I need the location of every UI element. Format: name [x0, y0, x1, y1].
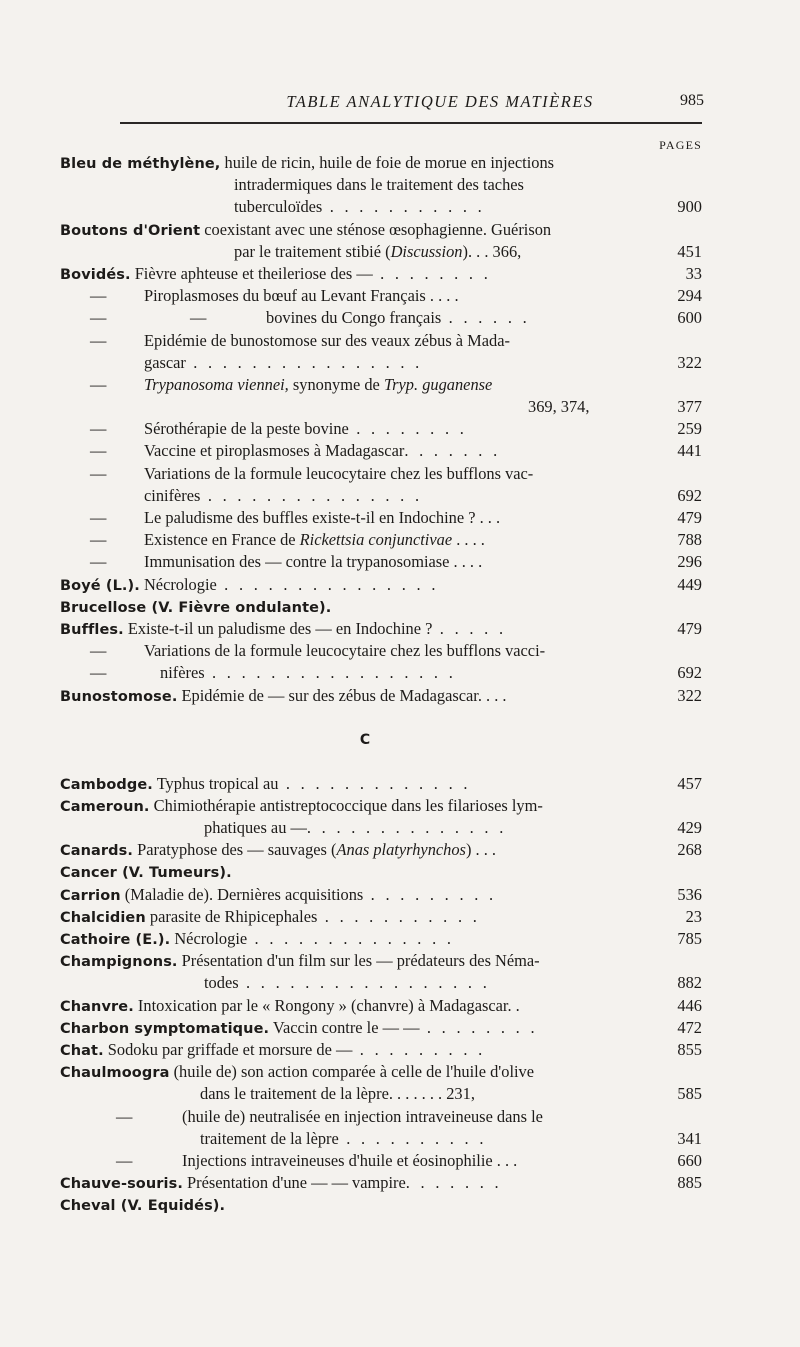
index-entry-line: Canards. Paratyphose des — sauvages (Anas platyrhynchos) . . . 268	[60, 839, 710, 861]
running-title: TABLE ANALYTIQUE DES MATIÈRES	[286, 92, 594, 111]
index-entry-line: — Existence en France de Rickettsia conjunctivae . . . . 788	[60, 529, 710, 551]
index-entry-line: — Vaccine et piroplasmoses à Madagascar. . . . . . . 441	[60, 440, 710, 462]
index-entry-line: — Piroplasmoses du bœuf au Levant Français . . . . 294	[60, 285, 710, 307]
page-ref: 692	[677, 663, 702, 683]
index-entry-line: — Epidémie de bunostomose sur des veaux zébus à Mada-	[90, 330, 510, 350]
index-entry-line: dans le traitement de la lèpre. . . . . . . 231, 585	[60, 1083, 710, 1105]
index-entry-line: traitement de la lèpre . . . . . . . . . . 341	[60, 1128, 710, 1150]
page-ref: 322	[677, 685, 702, 705]
page-ref: 429	[677, 818, 702, 838]
index-entry-line: Boutons d'Orient coexistant avec une sténose œsophagienne. Guérison	[60, 219, 552, 239]
page-ref: 585	[677, 1084, 702, 1104]
pages-column-label: PAGES	[659, 138, 702, 152]
index-entry-line: gascar . . . . . . . . . . . . . . . . 322	[60, 352, 710, 374]
page-ref: 882	[677, 973, 702, 993]
index-entry-line: tuberculoïdes . . . . . . . . . . . 900	[60, 196, 710, 218]
page-ref: 322	[677, 352, 702, 372]
entry-headword: Chalcidien	[60, 909, 146, 926]
entry-headword: Champignons.	[60, 954, 178, 971]
index-entry-line: cinifères . . . . . . . . . . . . . . . 692	[60, 485, 710, 507]
index-entry-line: intradermiques dans le traitement des taches	[234, 175, 524, 195]
entry-headword: Bleu de méthylène,	[60, 156, 221, 172]
entry-headword: Cathoire (E.).	[60, 932, 171, 948]
index-entry-line: 369, 374, 377	[60, 396, 710, 418]
index-entry-line: — Immunisation des — contre la trypanosomiase . . . . 296	[60, 551, 710, 573]
page-ref: 600	[677, 308, 702, 328]
index-entries	[60, 152, 710, 1216]
index-entry-line: Bleu de méthylène, huile de ricin, huile de foie de morue en injections	[60, 153, 555, 172]
index-entry-line: Chat. Sodoku par griffade et morsure de — . . . . . . . . . 855	[60, 1039, 710, 1061]
entry-headword: Bovidés.	[60, 266, 131, 283]
page-ref: 341	[677, 1128, 702, 1148]
entry-headword: Cancer (V. Tumeurs).	[60, 865, 232, 882]
index-entry-line: — (huile de) neutralisée en injection intraveineuse dans le	[116, 1106, 543, 1126]
index-entry-line: — Variations de la formule leucocytaire chez les bufflons vac-	[90, 463, 534, 483]
header-rule	[120, 122, 702, 124]
page-ref: 33	[685, 263, 702, 283]
index-entry-line	[60, 596, 710, 618]
page-ref: 785	[677, 929, 702, 948]
index-entry-line: Chaulmoogra (huile de) son action comparée à celle de l'huile d'olive	[60, 1062, 535, 1082]
page-ref: 377	[677, 397, 702, 417]
entry-headword: Bunostomose.	[60, 688, 178, 705]
page-ref: 660	[677, 1150, 702, 1170]
entry-headword: Boyé (L.).	[60, 577, 140, 594]
page-ref: 449	[677, 574, 702, 594]
index-entry-line: Champignons. Présentation d'un film sur les — prédateurs des Néma-	[60, 951, 540, 971]
index-entry-line: — nifères . . . . . . . . . . . . . . . . . 692	[60, 662, 710, 684]
entry-headword: Chanvre.	[60, 998, 134, 1015]
index-entry-line: phatiques au —. . . . . . . . . . . . . . 429	[60, 817, 710, 839]
index-entry-line	[60, 861, 710, 883]
page-ref: 23	[685, 906, 702, 926]
page-ref: 900	[677, 197, 702, 217]
index-entry-line: Bovidés. Fièvre aphteuse et theileriose des — . . . . . . . . 33	[60, 263, 710, 285]
index-entry-line: Chanvre. Intoxication par le « Rongony » (chanvre) à Madagascar. . 446	[60, 995, 710, 1017]
index-entry-line: Cathoire (E.). Nécrologie . . . . . . . . . . . . . . 785	[60, 928, 710, 950]
index-entry-line: — — bovines du Congo français . . . . . . 600	[60, 307, 710, 329]
entry-headword: Canards.	[60, 843, 134, 860]
index-entry-line: Cameroun. Chimiothérapie antistreptococcique dans les filarioses lym-	[60, 795, 543, 815]
entry-headword: Buffles.	[60, 621, 124, 638]
page-ref: 457	[677, 773, 702, 793]
page-ref: 885	[677, 1173, 702, 1193]
index-entry-line: — Variations de la formule leucocytaire chez les bufflons vacci-	[90, 641, 546, 661]
page-ref: 441	[677, 441, 702, 461]
index-entry-line: Charbon symptomatique. Vaccin contre le — — . . . . . . . . 472	[60, 1017, 710, 1039]
index-entry-line: par le traitement stibié (Discussion). . . 366, 451	[60, 241, 710, 263]
entry-headword: Chat.	[60, 1042, 104, 1059]
index-entry-line: Carrion (Maladie de). Dernières acquisitions . . . . . . . . . 536	[60, 884, 710, 906]
index-entry-line: Cambodge. Typhus tropical au . . . . . . . . . . . . . 457	[60, 773, 710, 795]
page-ref: 479	[677, 508, 702, 527]
page-ref: 296	[677, 552, 702, 572]
index-entry-line: Bunostomose. Epidémie de — sur des zébus de Madagascar. . . . 322	[60, 685, 710, 707]
index-entry-line: — Le paludisme des buffles existe-t-il en Indochine ? . . . 479	[60, 507, 710, 529]
index-entry-line: Chalcidien parasite de Rhipicephales . . . . . . . . . . . 23	[60, 906, 710, 928]
index-entry-line: — Injections intraveineuses d'huile et éosinophilie . . . 660	[60, 1150, 710, 1172]
index-entry-line: todes . . . . . . . . . . . . . . . . . 882	[60, 972, 710, 994]
index-entry-line: Boyé (L.). Nécrologie . . . . . . . . . . . . . . . 449	[60, 574, 710, 596]
page-ref: 855	[677, 1039, 702, 1059]
page-ref: 259	[677, 419, 702, 439]
index-entry-line	[60, 1194, 710, 1216]
entry-headword: Chaulmoogra	[60, 1065, 170, 1082]
entry-headword: Charbon symptomatique.	[60, 1020, 270, 1037]
entry-headword: Chauve-souris.	[60, 1176, 183, 1193]
index-entry-line: — Trypanosoma viennei, synonyme de Tryp. guganense	[90, 374, 493, 394]
page-ref: 479	[677, 618, 702, 638]
index-entry-line: Buffles. Existe-t-il un paludisme des — en Indochine ? . . . . . 479	[60, 618, 710, 640]
entry-headword: Cambodge.	[60, 776, 153, 793]
page-ref: 294	[677, 286, 702, 306]
index-entry-line: Chauve-souris. Présentation d'une — — vampire. . . . . . . 885	[60, 1172, 710, 1194]
page-ref: 536	[677, 884, 702, 904]
entry-headword: Brucellose (V. Fièvre ondulante).	[60, 599, 332, 616]
entry-headword: Cheval (V. Equidés).	[60, 1198, 226, 1215]
entry-headword: Boutons d'Orient	[60, 222, 201, 239]
page-ref: 788	[677, 530, 702, 550]
entry-headword: Carrion	[60, 887, 121, 904]
page-ref: 446	[677, 995, 702, 1015]
page-ref: 451	[677, 241, 702, 261]
running-head	[60, 92, 700, 112]
page-ref: 268	[677, 840, 702, 860]
section-letter: C	[359, 731, 371, 748]
entry-headword: Cameroun.	[60, 798, 150, 815]
index-entry-line: — Sérothérapie de la peste bovine . . . . . . . . 259	[60, 418, 710, 440]
page-number: 985	[680, 92, 704, 109]
page-ref: 692	[677, 485, 702, 505]
page-ref: 472	[677, 1017, 702, 1037]
